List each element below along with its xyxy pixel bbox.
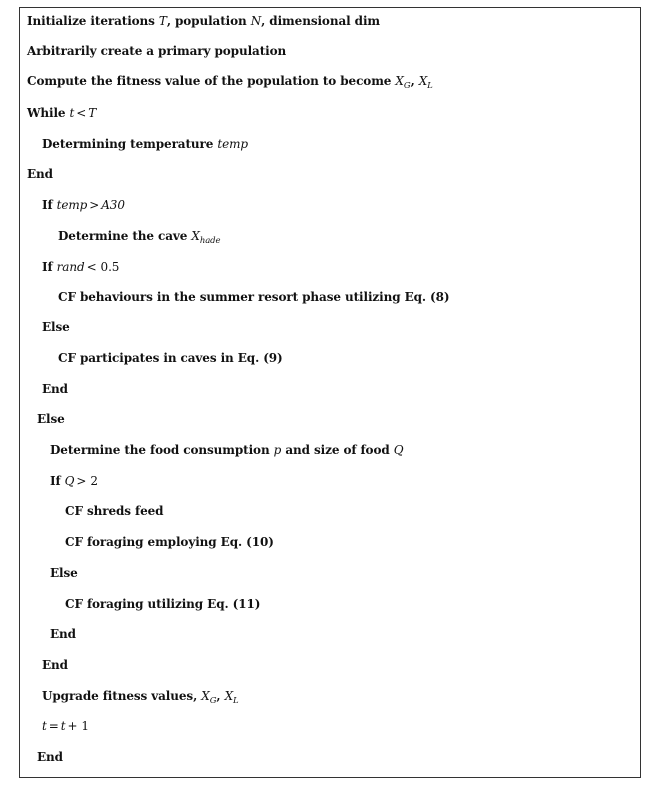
line-foraging-11: CF foraging utilizing Eq. (11) [65,597,261,611]
line-determine-temperature: Determining temperature temp [42,137,248,151]
line-food-consumption: Determine the food consumption p and size of food Q [50,443,404,457]
line-else-3: Else [50,566,78,580]
line-if-rand: If rand < 0.5 [42,260,120,274]
line-end-2: End [42,382,68,396]
line-end-3: End [50,627,76,641]
line-else-2: Else [37,412,65,426]
line-if-q: If Q > 2 [50,474,98,488]
line-upgrade-fitness: Upgrade fitness values, $X_G$, $X_L$ [42,689,239,706]
line-else-1: Else [42,320,70,334]
line-determine-cave: Determine the cave $X_{hade}$ [58,229,221,246]
line-compute-fitness: Compute the fitness value of the population to become $X_G$, $X_L$ [27,74,433,91]
line-end-5: End [37,750,63,764]
line-increment-t: t = t + 1 [42,719,89,733]
line-end-1: End [27,167,53,181]
line-foraging-10: CF foraging employing Eq. (10) [65,535,274,549]
line-while: While t < T [27,106,97,120]
line-summer-resort: CF behaviours in the summer resort phase utilizing Eq. (8) [58,290,450,304]
line-caves: CF participates in caves in Eq. (9) [58,351,283,365]
line-shreds-feed: CF shreds feed [65,504,164,518]
line-initialize: Initialize iterations T, population N, dimensional dim [27,14,381,28]
line-create-population: Arbitrarily create a primary population [27,44,287,58]
algorithm-box [19,7,641,778]
line-if-temp: If temp > A30 [42,198,125,212]
line-end-4: End [42,658,68,672]
